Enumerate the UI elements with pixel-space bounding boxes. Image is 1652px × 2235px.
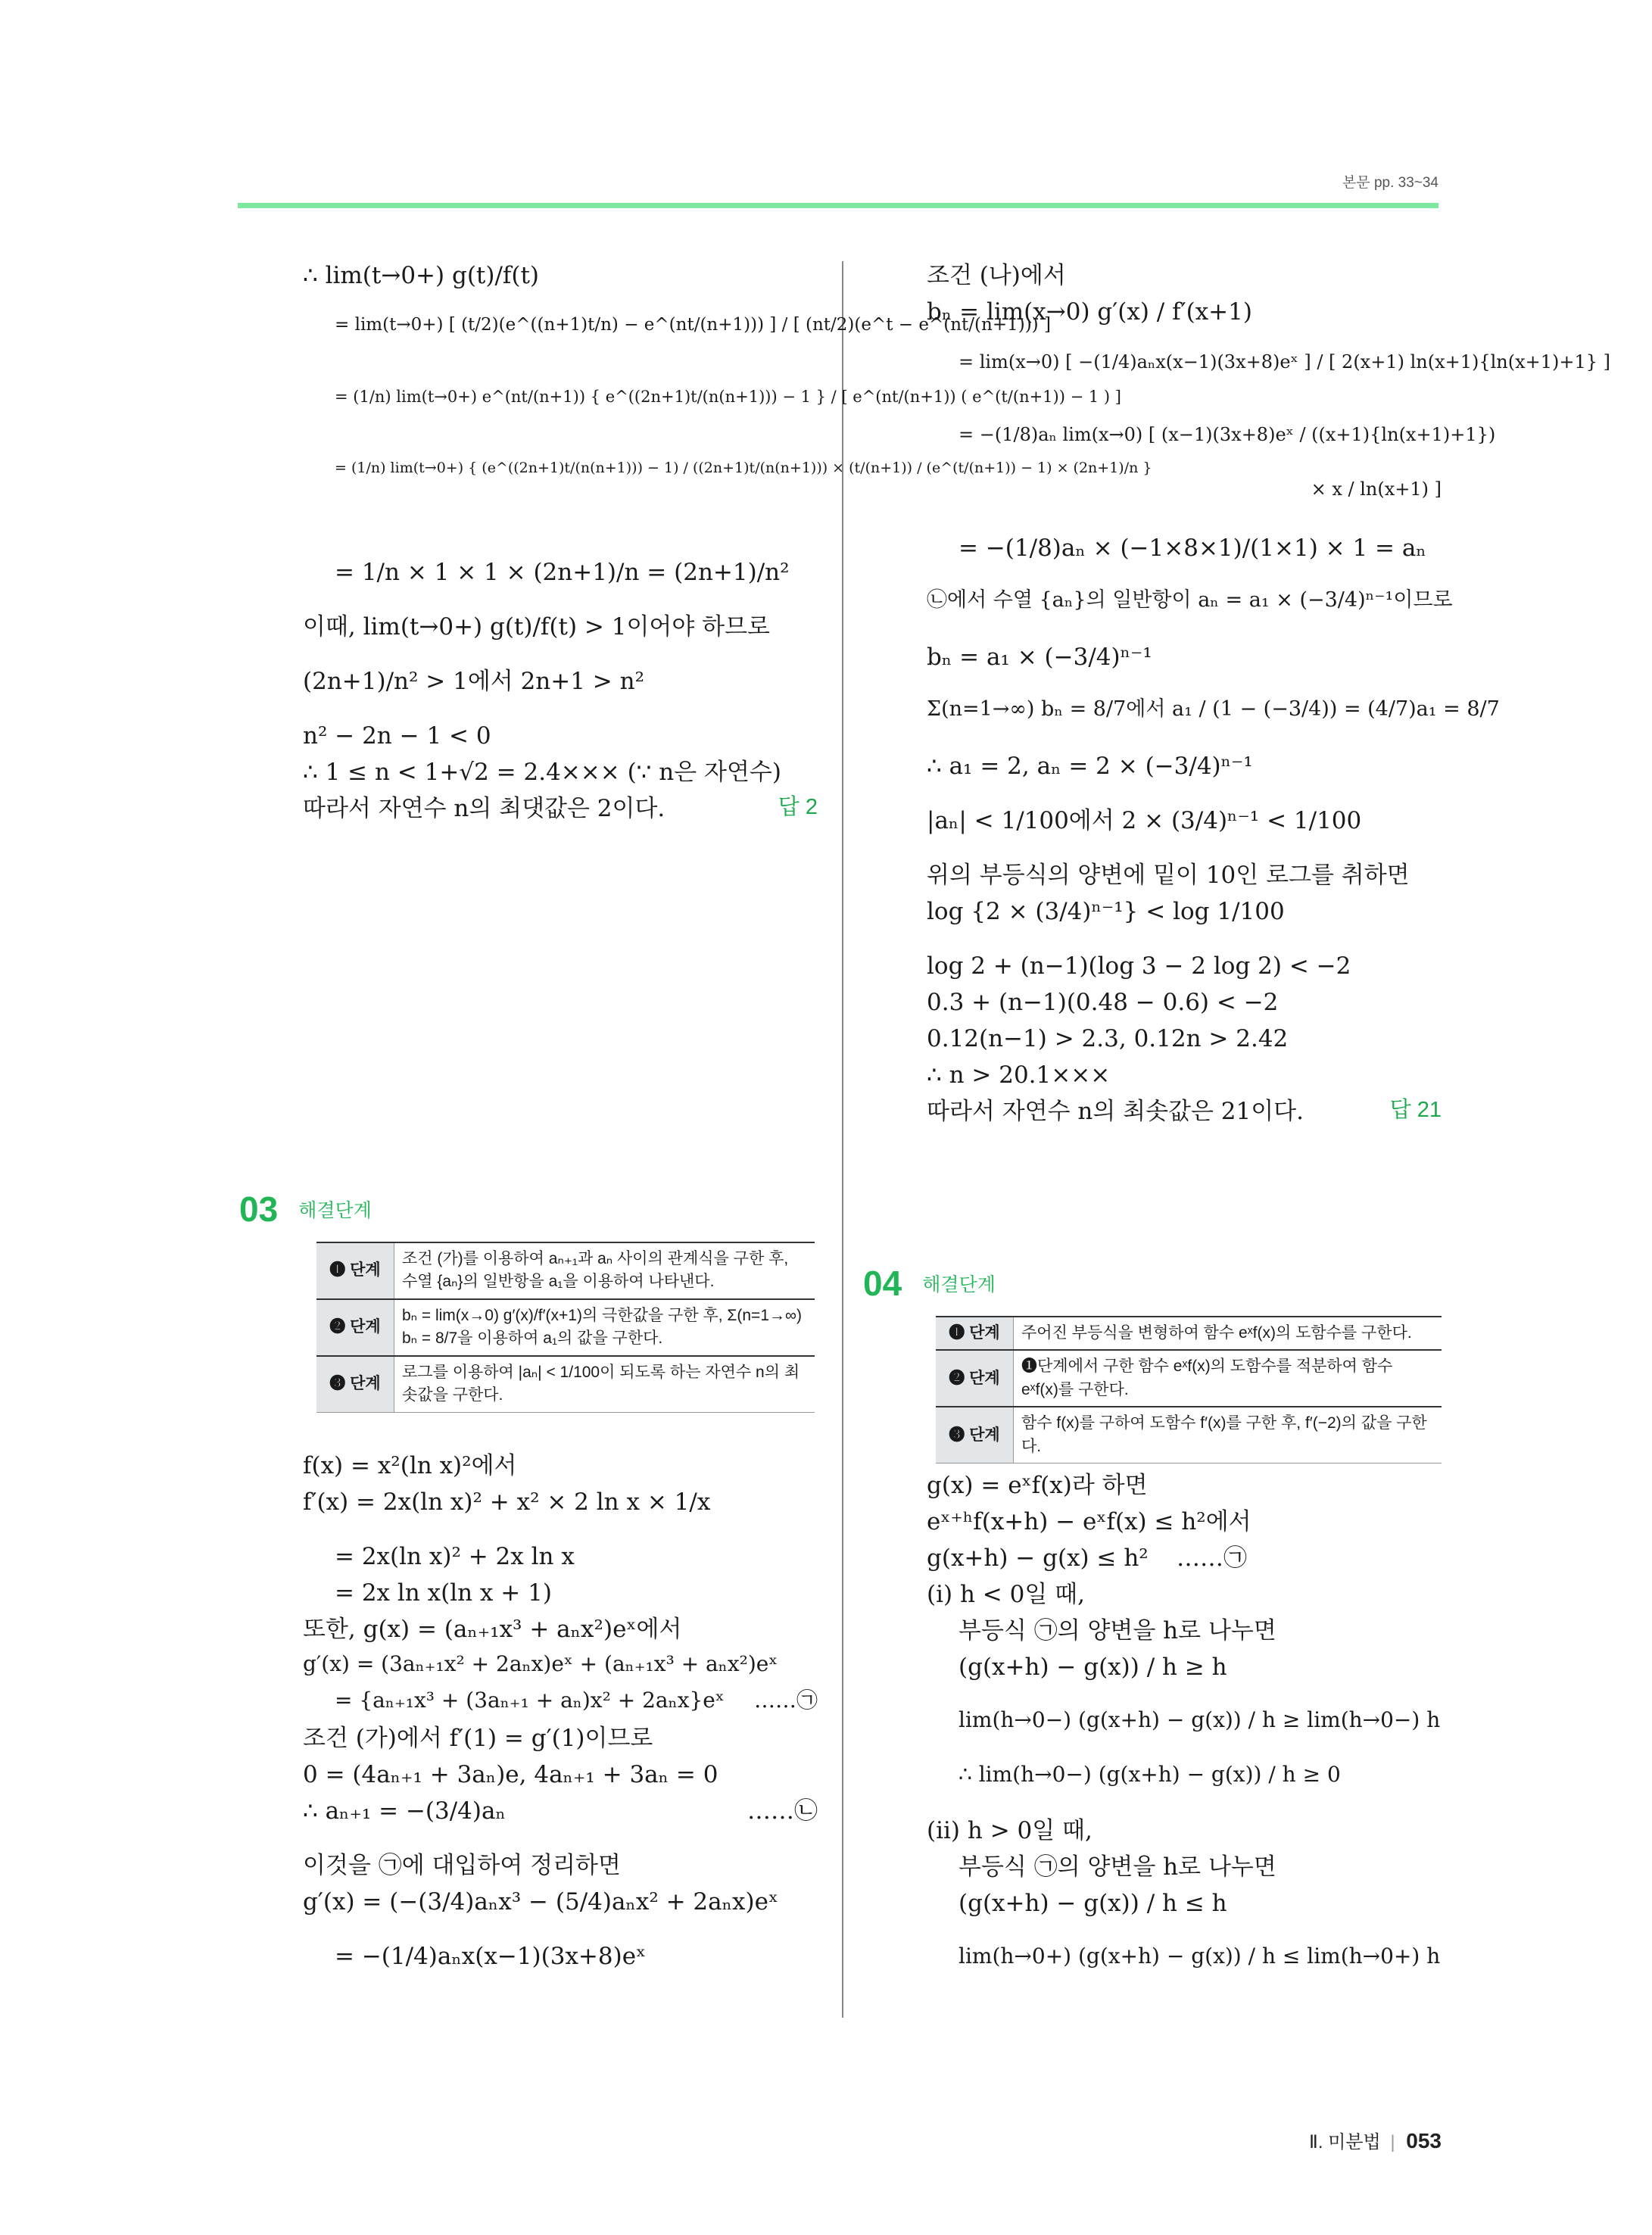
math-line: lim(h→0+) (g(x+h) − g(x)) / h ≤ lim(h→0+) h bbox=[958, 1944, 1441, 1968]
step-text: ❶단계에서 구한 함수 eˣf(x)의 도함수를 적분하여 함수 eˣf(x)를 구한다. bbox=[1014, 1350, 1442, 1407]
section-label: 해결단계 bbox=[298, 1200, 372, 1221]
table-row bbox=[316, 1299, 815, 1356]
section-04-steps-table bbox=[936, 1316, 1442, 1464]
math-line: 조건 (가)에서 f′(1) = g′(1)이므로 bbox=[303, 1725, 653, 1752]
text-line: 이것을 ㉠에 대입하여 정리하면 bbox=[303, 1852, 621, 1879]
math-line: = {aₙ₊₁x³ + (3aₙ₊₁ + aₙ)x² + 2aₙx}eˣ bbox=[335, 1688, 725, 1713]
step-label: ❷ 단계 bbox=[936, 1350, 1014, 1407]
conclusion-line: 따라서 자연수 n의 최솟값은 21이다. bbox=[927, 1098, 1304, 1125]
math-line: = −(1/4)aₙx(x−1)(3x+8)eˣ bbox=[335, 1943, 647, 1970]
math-line: 0.12(n−1) > 2.3, 0.12n > 2.42 bbox=[927, 1025, 1289, 1052]
math-line: g(x) = eˣf(x)라 하면 bbox=[927, 1472, 1148, 1499]
math-line: eˣ⁺ʰf(x+h) − eˣf(x) ≤ h²에서 bbox=[927, 1508, 1251, 1535]
math-line: g′(x) = (−(3/4)aₙx³ − (5/4)aₙx² + 2aₙx)eˣ bbox=[303, 1888, 779, 1915]
text-line: 이때, lim(t→0+) g(t)/f(t) > 1이어야 하므로 bbox=[303, 613, 770, 641]
step-text: 주어진 부등식을 변형하여 함수 eˣf(x)의 도함수를 구한다. bbox=[1014, 1317, 1442, 1350]
math-line: = (1/n) lim(t→0+) { (e^((2n+1)t/(n(n+1))) − 1) / ((2n+1)t/(n(n+1))) × (t/(n+1)) / (e^(t/(n+1)) − 1) × (2n+1)/n } bbox=[335, 460, 1152, 476]
math-line: ∴ 1 ≤ n < 1+√2 = 2.4××× (∵ n은 자연수) bbox=[303, 759, 781, 786]
case-heading: (i) h < 0일 때, bbox=[927, 1581, 1085, 1608]
step-label: ❸ 단계 bbox=[936, 1407, 1014, 1463]
math-line: 또한, g(x) = (aₙ₊₁x³ + aₙx²)eˣ에서 bbox=[303, 1616, 682, 1643]
math-line: ∴ lim(t→0+) g(t)/f(t) bbox=[303, 262, 540, 289]
section-number: 03 bbox=[239, 1189, 279, 1229]
math-line: (g(x+h) − g(x)) / h ≤ h bbox=[958, 1890, 1227, 1917]
math-line: ∴ n > 20.1××× bbox=[927, 1061, 1111, 1089]
section-03-solution bbox=[303, 1448, 818, 1993]
section-number: 04 bbox=[863, 1264, 902, 1303]
page-reference: 본문 pp. 33~34 bbox=[1342, 175, 1438, 191]
text-line: 조건 (나)에서 bbox=[927, 262, 1066, 289]
text-line: 부등식 ㉠의 양변을 h로 나누면 bbox=[958, 1853, 1276, 1881]
math-line: 0 = (4aₙ₊₁ + 3aₙ)e, 4aₙ₊₁ + 3aₙ = 0 bbox=[303, 1761, 718, 1788]
math-line: bₙ = a₁ × (−3/4)ⁿ⁻¹ bbox=[927, 644, 1152, 671]
table-row bbox=[316, 1356, 815, 1412]
step-label: ❸ 단계 bbox=[316, 1356, 394, 1412]
math-line: log {2 × (3/4)ⁿ⁻¹} < log 1/100 bbox=[927, 898, 1285, 925]
answer-label: 답 21 bbox=[1389, 1098, 1442, 1122]
math-line: ∴ aₙ₊₁ = −(3/4)aₙ bbox=[303, 1797, 506, 1825]
equation-marker: ……㉠ bbox=[753, 1688, 818, 1713]
math-line: (g(x+h) − g(x)) / h ≥ h bbox=[958, 1654, 1227, 1681]
math-line: f′(x) = 2x(ln x)² + x² × 2 ln x × 1/x bbox=[303, 1488, 711, 1516]
math-line: = (1/n) lim(t→0+) e^(nt/(n+1)) { e^((2n+1)t/(n(n+1))) − 1 } / [ e^(nt/(n+1)) ( e^(t/(n+1)) − 1 ) ] bbox=[335, 388, 1121, 406]
header-rule bbox=[238, 203, 1438, 208]
table-row bbox=[936, 1407, 1442, 1463]
section-label: 해결단계 bbox=[922, 1274, 996, 1295]
math-line: = 2x ln x(ln x + 1) bbox=[335, 1579, 552, 1607]
math-line: ∴ a₁ = 2, aₙ = 2 × (−3/4)ⁿ⁻¹ bbox=[927, 753, 1253, 780]
column-divider bbox=[842, 261, 843, 2018]
answer-label: 답 2 bbox=[778, 795, 818, 819]
table-row bbox=[936, 1317, 1442, 1350]
step-label: ❶ 단계 bbox=[316, 1242, 394, 1299]
math-line: 0.3 + (n−1)(0.48 − 0.6) < −2 bbox=[927, 989, 1279, 1016]
step-label: ❶ 단계 bbox=[936, 1317, 1014, 1350]
math-line: g′(x) = (3aₙ₊₁x² + 2aₙx)eˣ + (aₙ₊₁x³ + aₙx²)eˣ bbox=[303, 1651, 778, 1676]
math-line: = lim(t→0+) [ (t/2)(e^((n+1)t/n) − e^(nt/(n+1))) ] / [ (nt/2)(e^t − e^(nt/(n+1))) ] bbox=[335, 315, 1051, 335]
right-top-solution bbox=[927, 257, 1611, 1130]
conclusion-line: 따라서 자연수 n의 최댓값은 2이다. bbox=[303, 795, 665, 822]
text-line: 위의 부등식의 양변에 밑이 10인 로그를 취하면 bbox=[927, 862, 1410, 889]
step-label: ❷ 단계 bbox=[316, 1299, 394, 1356]
math-line: = 2x(ln x)² + 2x ln x bbox=[335, 1543, 575, 1570]
math-line: Σ(n=1→∞) bₙ = 8/7에서 a₁ / (1 − (−3/4)) = (4/7)a₁ = 8/7 bbox=[927, 697, 1500, 721]
math-line: g(x+h) − g(x) ≤ h² bbox=[927, 1545, 1149, 1572]
chapter-title: Ⅱ. 미분법 bbox=[1309, 2132, 1381, 2152]
math-line: n² − 2n − 1 < 0 bbox=[303, 722, 491, 750]
math-line: ∴ lim(h→0−) (g(x+h) − g(x)) / h ≥ 0 bbox=[958, 1762, 1341, 1787]
table-row bbox=[316, 1242, 815, 1299]
math-line: = lim(x→0) [ −(1/4)aₙx(x−1)(3x+8)eˣ ] / [ 2(x+1) ln(x+1){ln(x+1)+1} ] bbox=[958, 351, 1611, 372]
section-03-header bbox=[239, 1189, 372, 1230]
math-line: log 2 + (n−1)(log 3 − 2 log 2) < −2 bbox=[927, 952, 1351, 980]
page-number: 053 bbox=[1406, 2129, 1442, 2152]
section-03-steps-table bbox=[316, 1242, 815, 1413]
equation-marker: ……㉠ bbox=[1177, 1545, 1247, 1572]
math-line: f(x) = x²(ln x)²에서 bbox=[303, 1452, 517, 1479]
math-line: bₙ = lim(x→0) g′(x) / f′(x+1) bbox=[927, 298, 1252, 326]
math-line: |aₙ| < 1/100에서 2 × (3/4)ⁿ⁻¹ < 1/100 bbox=[927, 807, 1362, 834]
page-footer: Ⅱ. 미분법 | 053 bbox=[1309, 2129, 1442, 2152]
case-heading: (ii) h > 0일 때, bbox=[927, 1817, 1093, 1844]
math-line: × x / ln(x+1) ] bbox=[1311, 478, 1442, 500]
step-text: 조건 (가)를 이용하여 aₙ₊₁과 aₙ 사이의 관계식을 구한 후, 수열 {aₙ}의 일반항을 a₁을 이용하여 나타낸다. bbox=[394, 1242, 815, 1299]
step-text: 로그를 이용하여 |aₙ| < 1/100이 되도록 하는 자연수 n의 최솟값을 구한다. bbox=[394, 1356, 815, 1412]
math-line: = −(1/8)aₙ × (−1×8×1)/(1×1) × 1 = aₙ bbox=[958, 535, 1426, 562]
text-line: 부등식 ㉠의 양변을 h로 나누면 bbox=[958, 1617, 1276, 1644]
math-line: = 1/n × 1 × 1 × (2n+1)/n = (2n+1)/n² bbox=[335, 559, 790, 586]
table-row bbox=[936, 1350, 1442, 1407]
step-text: bₙ = lim(x→0) g′(x)/f′(x+1)의 극한값을 구한 후, Σ(n=1→∞) bₙ = 8/7을 이용하여 a₁의 값을 구한다. bbox=[394, 1299, 815, 1356]
section-04-solution bbox=[927, 1467, 1442, 1994]
step-text: 함수 f(x)를 구하여 도함수 f′(x)를 구한 후, f′(−2)의 값을 구한다. bbox=[1014, 1407, 1442, 1463]
math-line: = −(1/8)aₙ lim(x→0) [ (x−1)(3x+8)eˣ / ((x+1){ln(x+1)+1}) bbox=[958, 424, 1496, 445]
section-04-header bbox=[863, 1263, 996, 1304]
math-line: lim(h→0−) (g(x+h) − g(x)) / h ≥ lim(h→0−) h bbox=[958, 1707, 1441, 1732]
equation-marker: ……㉡ bbox=[747, 1797, 818, 1825]
text-line: ㉡에서 수열 {aₙ}의 일반항이 aₙ = a₁ × (−3/4)ⁿ⁻¹이므로 bbox=[927, 588, 1453, 612]
math-line: (2n+1)/n² > 1에서 2n+1 > n² bbox=[303, 668, 645, 695]
